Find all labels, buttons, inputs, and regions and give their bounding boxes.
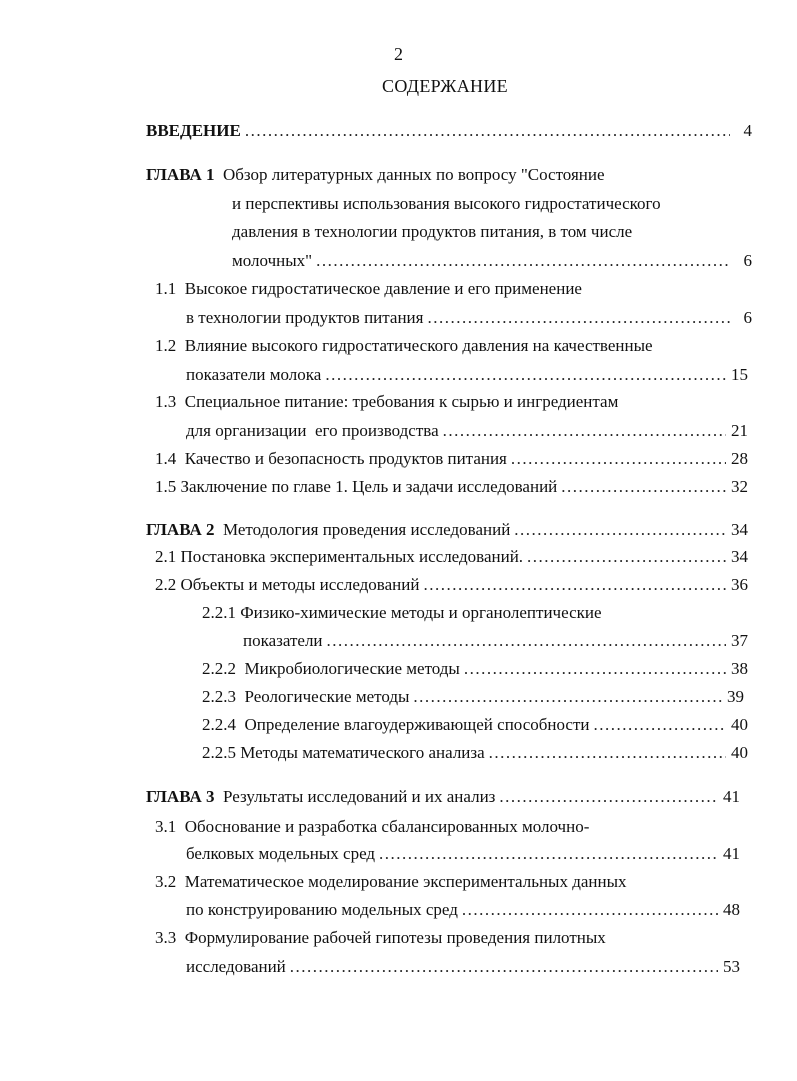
section-title-line2: для организации его производства — [186, 421, 439, 440]
section-number: 3.3 — [155, 928, 177, 947]
section-number: 2.2.2 — [202, 659, 236, 678]
toc-page-number: 41 — [723, 787, 740, 806]
toc-page-number: 34 — [731, 520, 748, 539]
section-title-line2: по конструированию модельных сред — [186, 900, 458, 919]
toc-page-number: 48 — [723, 900, 740, 919]
section-number: 2.2.5 — [202, 743, 236, 762]
dot-leader — [561, 476, 726, 498]
dot-leader — [511, 448, 726, 470]
chapter-1-title-line4 — [232, 250, 752, 272]
page-number: 2 — [394, 44, 403, 64]
section-title-line1: Формулирование рабочей гипотезы проведения пилотных — [184, 928, 606, 947]
toc-entry-section-1-5[interactable] — [155, 476, 748, 498]
toc-page-number: 37 — [731, 631, 748, 650]
toc-entry-section-2-2-1[interactable] — [202, 602, 602, 624]
dot-leader — [427, 307, 730, 329]
toc-page-number: 6 — [743, 308, 752, 327]
section-title-line1: Обоснование и разработка сбалансированных молочно- — [184, 817, 590, 836]
toc-entry-section-1-3[interactable] — [155, 391, 618, 413]
toc-entry-section-2-2-3[interactable] — [202, 686, 744, 708]
dot-leader — [462, 899, 718, 921]
chapter-1-title-line1: Обзор литературных данных по вопросу "Состояние — [223, 165, 605, 184]
section-1-3-line2 — [186, 420, 748, 442]
dot-leader — [514, 519, 726, 541]
toc-entry-section-2-1[interactable] — [155, 546, 748, 568]
toc-page-number: 36 — [731, 575, 748, 594]
toc-entry-section-2-2-4[interactable] — [202, 714, 748, 736]
section-title-line2: исследований — [186, 957, 286, 976]
section-title-line1: Специальное питание: требования к сырью и ингредиентам — [184, 392, 619, 411]
section-number: 3.1 — [155, 817, 177, 836]
dot-leader — [464, 658, 726, 680]
section-title-line1: Определение влагоудерживающей способности — [244, 715, 590, 734]
dot-leader — [316, 250, 730, 272]
section-number: 1.4 — [155, 449, 177, 468]
toc-page-number: 40 — [731, 743, 748, 762]
toc-entry-section-2-2[interactable] — [155, 574, 748, 596]
section-title-line1: Математическое моделирование экспериментальных данных — [184, 872, 627, 891]
toc-entry-section-3-3[interactable] — [155, 927, 606, 949]
section-title-line1: Микробиологические методы — [244, 659, 460, 678]
chapter-1-title-line3: давления в технологии продуктов питания, в том числе — [232, 222, 633, 241]
toc-entry-chapter-3[interactable] — [146, 786, 740, 808]
section-title-line1: Качество и безопасность продуктов питания — [184, 449, 507, 468]
toc-page-number: 41 — [723, 844, 740, 863]
dot-leader — [245, 120, 730, 142]
section-number: 2.2 — [155, 575, 177, 594]
section-number: 1.5 — [155, 477, 177, 496]
section-title-line1: Постановка экспериментальных исследований. — [180, 547, 524, 566]
section-number: 1.2 — [155, 336, 177, 355]
dot-leader — [290, 956, 718, 978]
chapter-2-label: ГЛАВА 2 — [146, 520, 215, 539]
toc-entry-section-1-1[interactable] — [155, 278, 582, 300]
section-3-3-line2 — [186, 956, 740, 978]
toc-entry-section-2-2-2[interactable] — [202, 658, 748, 680]
section-3-1-line2 — [186, 843, 740, 865]
chapter-3-title: Результаты исследований и их анализ — [223, 787, 496, 806]
toc-entry-intro[interactable] — [146, 120, 752, 142]
section-3-2-line2 — [186, 899, 740, 921]
toc-page-number: 4 — [743, 121, 752, 140]
toc-entry-section-1-2[interactable] — [155, 335, 653, 357]
dot-leader — [499, 786, 718, 808]
dot-leader — [443, 420, 726, 442]
dot-leader — [327, 630, 726, 652]
chapter-1-title-end: молочных" — [232, 251, 313, 270]
toc-page-number: 38 — [731, 659, 748, 678]
section-title-line2: белковых модельных сред — [186, 844, 376, 863]
section-number: 2.2.3 — [202, 687, 236, 706]
section-title-line1: Заключение по главе 1. Цель и задачи исследований — [180, 477, 558, 496]
toc-page-number: 28 — [731, 449, 748, 468]
toc-page-number: 40 — [731, 715, 748, 734]
section-title-line1: Методы математического анализа — [240, 743, 485, 762]
dot-leader — [413, 686, 722, 708]
section-title-line2: показатели молока — [186, 365, 322, 384]
dot-leader — [423, 574, 726, 596]
section-title-line1: Высокое гидростатическое давление и его применение — [184, 279, 582, 298]
section-number: 2.2.4 — [202, 715, 236, 734]
section-title-line1: Влияние высокого гидростатического давления на качественные — [184, 336, 653, 355]
toc-page-number: 39 — [727, 687, 744, 706]
dot-leader — [325, 364, 726, 386]
dot-leader — [527, 546, 726, 568]
dot-leader — [594, 714, 727, 736]
section-title-line2: показатели — [243, 631, 323, 650]
page-title: СОДЕРЖАНИЕ — [382, 76, 508, 96]
toc-page-number: 53 — [723, 957, 740, 976]
toc-page-number: 34 — [731, 547, 748, 566]
toc-page-number: 32 — [731, 477, 748, 496]
section-title-line2: в технологии продуктов питания — [186, 308, 424, 327]
dot-leader — [379, 843, 718, 865]
toc-entry-section-1-4[interactable] — [155, 448, 748, 470]
toc-page-number: 6 — [743, 251, 752, 270]
section-number: 2.2.1 — [202, 603, 236, 622]
section-title-line1: Физико-химические методы и органолептические — [240, 603, 602, 622]
section-title-line1: Объекты и методы исследований — [180, 575, 420, 594]
section-number: 3.2 — [155, 872, 177, 891]
toc-entry-chapter-1[interactable] — [146, 164, 605, 186]
toc-entry-section-3-1[interactable] — [155, 816, 589, 838]
toc-page-number: 21 — [731, 421, 748, 440]
chapter-2-title: Методология проведения исследований — [223, 520, 511, 539]
section-number: 2.1 — [155, 547, 177, 566]
chapter-1-title-line2: и перспективы использования высокого гидростатического — [232, 194, 661, 213]
section-2-2-1-line2 — [243, 630, 748, 652]
section-1-1-line2 — [186, 307, 752, 329]
chapter-1-label: ГЛАВА 1 — [146, 165, 215, 184]
section-title-line1: Реологические методы — [244, 687, 410, 706]
chapter-3-label: ГЛАВА 3 — [146, 787, 215, 806]
toc-entry-section-3-2[interactable] — [155, 871, 627, 893]
toc-entry-section-2-2-5[interactable] — [202, 742, 748, 764]
toc-entry-chapter-2[interactable] — [146, 519, 748, 541]
section-number: 1.3 — [155, 392, 177, 411]
section-1-2-line2 — [186, 364, 748, 386]
dot-leader — [489, 742, 726, 764]
toc-page-number: 15 — [731, 365, 748, 384]
toc-intro-label: ВВЕДЕНИЕ — [146, 121, 241, 140]
section-number: 1.1 — [155, 279, 177, 298]
